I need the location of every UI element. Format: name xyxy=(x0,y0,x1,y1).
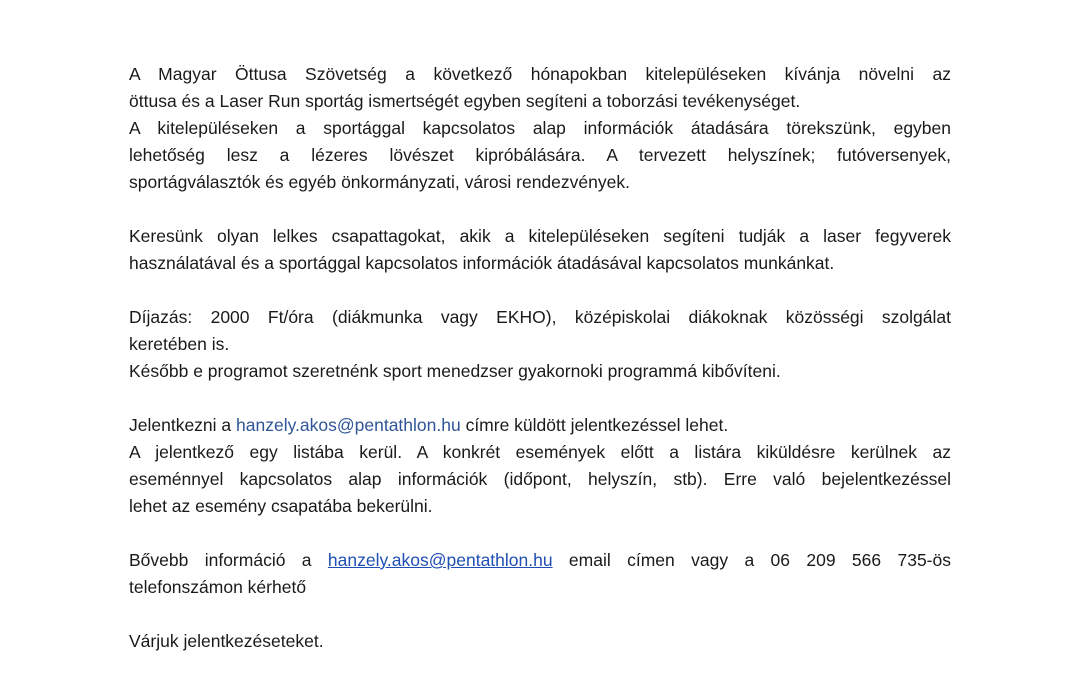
paragraph-seeking xyxy=(129,223,951,277)
paragraph-spacer xyxy=(129,196,951,223)
text-line xyxy=(129,412,951,439)
text-line: lehetőség lesz a lézeres lövészet kipróbálására. A tervezett helyszínek; futóversenyek, xyxy=(129,145,951,165)
paragraph-intro xyxy=(129,61,951,196)
text-line: Várjuk jelentkezéseteket. xyxy=(129,631,324,651)
text-segment: címre küldött jelentkezéssel lehet. xyxy=(460,415,729,435)
email-link[interactable]: hanzely.akos@pentathlon.hu xyxy=(236,415,461,435)
text-line: használatával és a sportággal kapcsolatos információk átadásával kapcsolatos munkánkat. xyxy=(129,253,835,273)
paragraph-spacer xyxy=(129,601,951,628)
document-page xyxy=(129,61,951,655)
paragraph-closing xyxy=(129,628,951,655)
paragraph-contact xyxy=(129,547,951,601)
text-segment: Jelentkezni a xyxy=(129,415,237,435)
email-link-underlined[interactable]: hanzely.akos@pentathlon.hu xyxy=(327,550,553,570)
text-line xyxy=(129,547,951,574)
paragraph-spacer xyxy=(129,277,951,304)
paragraph-spacer xyxy=(129,385,951,412)
paragraph-application xyxy=(129,412,951,520)
text-line: sportágválasztók és egyéb önkormányzati, városi rendezvények. xyxy=(129,172,630,192)
text-line: A jelentkező egy listába kerül. A konkrét események előtt a listára kiküldésre kerülnek az xyxy=(129,442,951,462)
text-line: eseménnyel kapcsolatos alap információk (időpont, helyszín, stb). Erre való bejelentkezéssel xyxy=(129,469,951,489)
text-line: Díjazás: 2000 Ft/óra (diákmunka vagy EKHO), középiskolai diákoknak közösségi szolgálat xyxy=(129,307,951,327)
text-line: keretében is. xyxy=(129,334,230,354)
text-line: A kitelepüléseken a sportággal kapcsolatos alap információk átadására törekszünk, egyben xyxy=(129,118,951,138)
text-segment: email címen vagy a 06 209 566 735-ös xyxy=(552,550,951,570)
text-line: telefonszámon kérhető xyxy=(129,577,307,597)
text-line: Keresünk olyan lelkes csapattagokat, akik a kitelepüléseken segíteni tudják a laser fegyverek xyxy=(129,226,951,246)
text-segment: Bővebb információ a xyxy=(129,550,328,570)
text-line: A Magyar Öttusa Szövetség a következő hónapokban kitelepüléseken kívánja növelni az xyxy=(129,64,951,84)
text-line: Később e programot szeretnénk sport menedzser gyakornoki programmá kibővíteni. xyxy=(129,361,781,381)
paragraph-payment xyxy=(129,304,951,385)
text-line: öttusa és a Laser Run sportág ismertségét egyben segíteni a toborzási tevékenységet. xyxy=(129,91,801,111)
paragraph-spacer xyxy=(129,520,951,547)
text-line: lehet az esemény csapatába bekerülni. xyxy=(129,496,433,516)
